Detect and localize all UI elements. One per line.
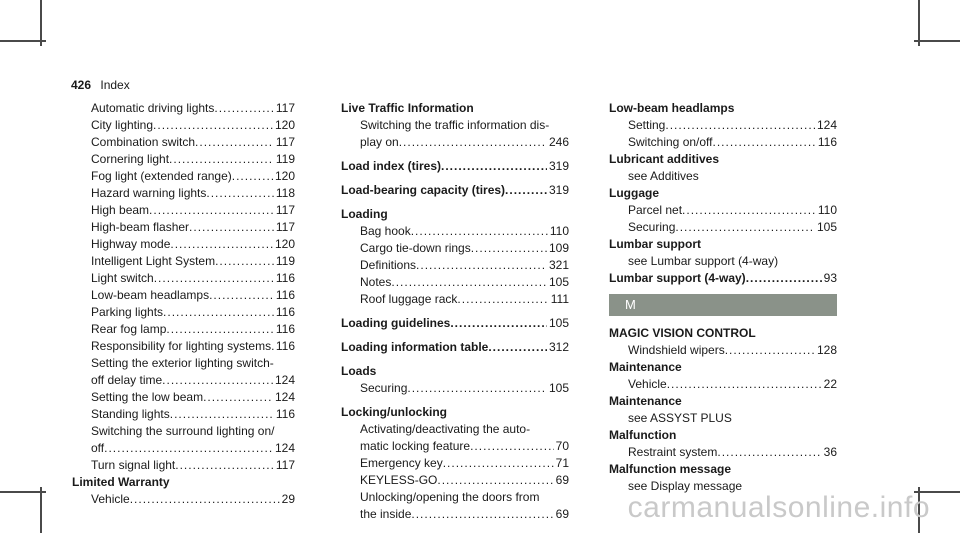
page-ref: 105 <box>816 220 837 234</box>
index-entry <box>341 455 569 472</box>
page-ref: 120 <box>274 169 295 183</box>
leader-dots <box>407 380 547 397</box>
entry-text: Restraint system <box>628 445 718 459</box>
index-entry <box>72 134 295 151</box>
index-subentry[interactable] <box>360 472 569 489</box>
entry-line: Switching the traffic information dis- <box>360 118 550 132</box>
index-heading: Maintenance <box>609 360 682 374</box>
page-ref: 120 <box>274 118 295 132</box>
leader-dots <box>154 270 274 287</box>
index-subentry[interactable] <box>91 491 295 508</box>
index-subentry[interactable] <box>91 117 295 134</box>
leader-dots <box>149 202 274 219</box>
leader-dots <box>667 376 822 393</box>
page-ref: 110 <box>817 203 837 217</box>
leader-dots <box>104 440 273 457</box>
entry-text: Definitions <box>360 258 417 272</box>
entry-text: Light switch <box>91 271 154 285</box>
page-ref: 119 <box>275 254 295 268</box>
entry-text: Highway mode <box>91 237 171 251</box>
entry-text: Notes <box>360 275 392 289</box>
index-subentry[interactable] <box>360 438 569 455</box>
index-subentry[interactable] <box>91 151 295 168</box>
index-entry <box>72 321 295 338</box>
see-reference[interactable]: see Lumbar support (4-way) <box>628 254 779 268</box>
index-entry <box>609 376 837 393</box>
index-column-2 <box>341 100 569 523</box>
index-heading: Malfunction message <box>609 462 732 476</box>
index-subentry[interactable] <box>628 376 837 393</box>
entry-text: Low-beam headlamps <box>91 288 210 302</box>
index-subentry[interactable] <box>91 185 295 202</box>
page-ref: 116 <box>275 339 295 353</box>
index-entry <box>609 444 837 461</box>
index-entry <box>72 406 295 423</box>
index-heading: Locking/unlocking <box>341 405 448 419</box>
watermark: carmanualsonline.info <box>627 491 930 524</box>
page-ref: 22 <box>823 377 837 391</box>
index-heading[interactable] <box>341 182 569 199</box>
index-entry <box>341 274 569 291</box>
leader-dots <box>441 158 547 175</box>
page-ref: 117 <box>275 135 295 149</box>
leader-dots <box>169 151 274 168</box>
index-subentry[interactable] <box>360 134 569 151</box>
leader-dots <box>206 185 273 202</box>
page-ref: 128 <box>816 343 837 357</box>
leader-dots <box>232 168 273 185</box>
index-subentry[interactable] <box>91 457 295 474</box>
page-ref: 36 <box>823 445 837 459</box>
index-heading: Low-beam headlamps <box>609 101 735 115</box>
page-ref: 119 <box>275 152 295 166</box>
crop-mark <box>914 40 960 42</box>
index-subentry[interactable] <box>628 342 837 359</box>
leader-dots <box>470 438 554 455</box>
spacer <box>341 308 569 315</box>
entry-text: City lighting <box>91 118 154 132</box>
index-entry <box>72 270 295 287</box>
index-entry <box>72 491 295 508</box>
index-subentry[interactable] <box>360 506 569 523</box>
index-subentry[interactable] <box>91 321 295 338</box>
page-ref: 312 <box>548 340 569 354</box>
leader-dots <box>215 253 274 270</box>
index-entry <box>341 421 569 455</box>
index-subentry[interactable] <box>91 270 295 287</box>
index-subentry[interactable] <box>628 219 837 236</box>
see-reference[interactable]: see Display message <box>628 479 743 493</box>
page-ref: 246 <box>548 135 569 149</box>
leader-dots <box>488 339 547 356</box>
leader-dots <box>411 506 553 523</box>
index-column-3 <box>609 100 837 495</box>
index-heading: Loading <box>341 207 388 221</box>
spacer <box>341 356 569 363</box>
index-entry <box>72 168 295 185</box>
index-subentry[interactable] <box>91 134 295 151</box>
crop-mark <box>40 487 42 533</box>
entry-text: matic locking feature <box>360 439 471 453</box>
index-subentry[interactable] <box>91 236 295 253</box>
leader-dots <box>203 389 273 406</box>
index-entry <box>72 457 295 474</box>
see-reference[interactable]: see Additives <box>628 169 699 183</box>
index-entry <box>341 240 569 257</box>
page-ref: 93 <box>823 271 837 285</box>
index-heading[interactable] <box>609 270 837 287</box>
page-ref: 117 <box>275 101 295 115</box>
index-subentry[interactable] <box>360 223 569 240</box>
leader-dots <box>416 257 547 274</box>
entry-line: Unlocking/opening the doors from <box>360 490 540 504</box>
entry-text: Hazard warning lights <box>91 186 207 200</box>
page-ref: 321 <box>548 258 569 272</box>
index-entry <box>341 257 569 274</box>
page-ref: 105 <box>548 381 569 395</box>
index-subentry[interactable] <box>628 444 837 461</box>
index-heading: Live Traffic Information <box>341 101 474 115</box>
leader-dots <box>175 457 274 474</box>
index-subentry[interactable] <box>360 455 569 472</box>
letter-heading: M <box>609 294 837 316</box>
index-heading: Loads <box>341 364 377 378</box>
page-ref: 70 <box>555 439 569 453</box>
index-heading: Malfunction <box>609 428 677 442</box>
index-entry <box>609 134 837 151</box>
entry-text: Windshield wipers <box>628 343 725 357</box>
index-entry <box>72 338 295 355</box>
entry-text: KEYLESS-GO <box>360 473 438 487</box>
index-entry <box>72 236 295 253</box>
spacer <box>341 397 569 404</box>
leader-dots <box>209 287 274 304</box>
leader-dots <box>399 134 547 151</box>
entry-text: Setting <box>628 118 666 132</box>
index-entry <box>609 202 837 219</box>
entry-text: Turn signal light <box>91 458 176 472</box>
leader-dots <box>130 491 280 508</box>
leader-dots <box>166 321 273 338</box>
page-ref: 116 <box>275 271 295 285</box>
index-heading[interactable] <box>341 158 569 175</box>
index-entry <box>341 489 569 523</box>
page-ref: 105 <box>548 316 569 330</box>
page-ref: 117 <box>275 458 295 472</box>
index-entry <box>341 223 569 240</box>
page-ref: 117 <box>275 220 295 234</box>
index-entry <box>72 100 295 117</box>
see-reference[interactable]: see ASSYST PLUS <box>628 411 732 425</box>
index-subentry[interactable] <box>628 202 837 219</box>
index-entry <box>341 291 569 308</box>
page-ref: 124 <box>816 118 837 132</box>
page-ref: 111 <box>550 292 569 306</box>
entry-text: Standing lights <box>91 407 170 421</box>
page-ref: 29 <box>281 492 295 506</box>
entry-text: Emergency key <box>360 456 443 470</box>
leader-dots <box>437 472 553 489</box>
index-subentry[interactable] <box>91 440 295 457</box>
leader-dots <box>675 219 815 236</box>
entry-text: High beam <box>91 203 150 217</box>
leader-dots <box>214 100 273 117</box>
leader-dots <box>717 444 821 461</box>
index-entry <box>72 202 295 219</box>
entry-text: Loading guidelines <box>341 316 451 330</box>
index-entry <box>72 117 295 134</box>
index-heading: MAGIC VISION CONTROL <box>609 326 756 340</box>
leader-dots <box>391 274 547 291</box>
entry-text: Responsibility for lighting systems <box>91 339 272 353</box>
index-entry <box>72 304 295 321</box>
entry-text: Securing <box>628 220 676 234</box>
leader-dots <box>189 219 274 236</box>
index-entry <box>72 355 295 389</box>
entry-text: Fog light (extended range) <box>91 169 232 183</box>
index-heading: Lubricant additives <box>609 152 720 166</box>
index-entry <box>609 219 837 236</box>
page-ref: 116 <box>817 135 837 149</box>
page-header <box>71 78 130 92</box>
index-entry <box>72 423 295 457</box>
leader-dots <box>665 117 815 134</box>
index-entry <box>609 342 837 359</box>
page-ref: 110 <box>549 224 569 238</box>
entry-text: Bag hook <box>360 224 411 238</box>
index-subentry[interactable] <box>91 372 295 389</box>
leader-dots <box>450 315 547 332</box>
leader-dots <box>153 117 273 134</box>
page-ref: 116 <box>275 288 295 302</box>
entry-text: Cargo tie-down rings <box>360 241 471 255</box>
page-ref: 319 <box>548 159 569 173</box>
index-entry <box>341 380 569 397</box>
spacer <box>341 332 569 339</box>
index-subentry[interactable] <box>628 134 837 151</box>
spacer <box>341 151 569 158</box>
index-subentry[interactable] <box>91 287 295 304</box>
index-subentry[interactable] <box>360 240 569 257</box>
index-heading[interactable] <box>341 315 569 332</box>
spacer <box>341 199 569 206</box>
entry-text: Vehicle <box>628 377 667 391</box>
leader-dots <box>682 202 816 219</box>
page-ref: 120 <box>274 237 295 251</box>
entry-text: Lumbar support (4-way) <box>609 271 746 285</box>
entry-line: Switching the surround lighting on/ <box>91 424 275 438</box>
index-subentry[interactable] <box>91 304 295 321</box>
entry-text: Setting the low beam <box>91 390 204 404</box>
entry-text: Automatic driving lights <box>91 101 215 115</box>
leader-dots <box>746 270 822 287</box>
entry-text: Load-bearing capacity (tires) <box>341 183 506 197</box>
index-entry <box>72 185 295 202</box>
entry-text: High-beam flasher <box>91 220 190 234</box>
entry-text: Parking lights <box>91 305 164 319</box>
index-heading: Luggage <box>609 186 659 200</box>
leader-dots <box>713 134 816 151</box>
leader-dots <box>170 236 273 253</box>
page-ref: 71 <box>555 456 569 470</box>
leader-dots <box>725 342 815 359</box>
index-subentry[interactable] <box>628 117 837 134</box>
crop-mark <box>0 40 46 42</box>
leader-dots <box>471 240 547 257</box>
index-column-1 <box>72 100 295 508</box>
index-entry <box>609 117 837 134</box>
index-subentry[interactable] <box>360 291 569 308</box>
index-subentry[interactable] <box>91 338 295 355</box>
page-ref: 116 <box>275 322 295 336</box>
index-entry <box>72 389 295 406</box>
index-entry <box>72 253 295 270</box>
index-subentry[interactable] <box>91 100 295 117</box>
index-subentry[interactable] <box>91 406 295 423</box>
entry-text: Rear fog lamp <box>91 322 167 336</box>
entry-text: off delay time <box>91 373 163 387</box>
page-ref: 69 <box>555 507 569 521</box>
page-ref: 116 <box>275 305 295 319</box>
entry-text: Roof luggage rack <box>360 292 458 306</box>
index-subentry[interactable] <box>91 219 295 236</box>
page-ref: 124 <box>274 441 295 455</box>
entry-text: play on <box>360 135 399 149</box>
page-ref: 117 <box>275 203 295 217</box>
leader-dots <box>170 406 274 423</box>
index-entry <box>341 472 569 489</box>
index-subentry[interactable] <box>360 274 569 291</box>
entry-text: Cornering light <box>91 152 170 166</box>
crop-mark <box>0 491 46 493</box>
index-entry <box>72 219 295 236</box>
entry-text: Switching on/off <box>628 135 713 149</box>
index-entry <box>72 287 295 304</box>
entry-text: Securing <box>360 381 408 395</box>
page-ref: 69 <box>555 473 569 487</box>
leader-dots <box>505 182 547 199</box>
entry-line: Setting the exterior lighting switch- <box>91 356 274 370</box>
index-entry <box>341 117 569 151</box>
page-ref: 124 <box>274 390 295 404</box>
leader-dots <box>162 372 273 389</box>
entry-text: Intelligent Light System <box>91 254 216 268</box>
index-heading[interactable] <box>341 339 569 356</box>
leader-dots <box>411 223 548 240</box>
leader-dots <box>443 455 554 472</box>
entry-line: Activating/deactivating the auto- <box>360 422 531 436</box>
leader-dots <box>457 291 548 308</box>
index-subentry[interactable] <box>91 168 295 185</box>
index-subentry[interactable] <box>91 202 295 219</box>
entry-text: Vehicle <box>91 492 130 506</box>
index-subentry[interactable] <box>91 253 295 270</box>
entry-text: Combination switch <box>91 135 196 149</box>
index-entry <box>72 151 295 168</box>
entry-text: Parcel net <box>628 203 683 217</box>
page-number: 426 <box>71 78 92 92</box>
index-subentry[interactable] <box>91 389 295 406</box>
page-ref: 116 <box>275 407 295 421</box>
entry-text: Loading information table <box>341 340 489 354</box>
index-heading: Limited Warranty <box>72 475 170 489</box>
index-subentry[interactable] <box>360 257 569 274</box>
section-title: Index <box>100 78 130 92</box>
page-ref: 105 <box>548 275 569 289</box>
entry-text: the inside <box>360 507 412 521</box>
entry-text: Load index (tires) <box>341 159 442 173</box>
page-ref: 118 <box>275 186 295 200</box>
index-subentry[interactable] <box>360 380 569 397</box>
leader-dots <box>195 134 274 151</box>
page-ref: 109 <box>548 241 569 255</box>
index-heading: Lumbar support <box>609 237 701 251</box>
entry-text: off <box>91 441 105 455</box>
page-ref: 319 <box>548 183 569 197</box>
spacer <box>341 175 569 182</box>
page-ref: 124 <box>274 373 295 387</box>
leader-dots <box>163 304 274 321</box>
index-heading: Maintenance <box>609 394 682 408</box>
